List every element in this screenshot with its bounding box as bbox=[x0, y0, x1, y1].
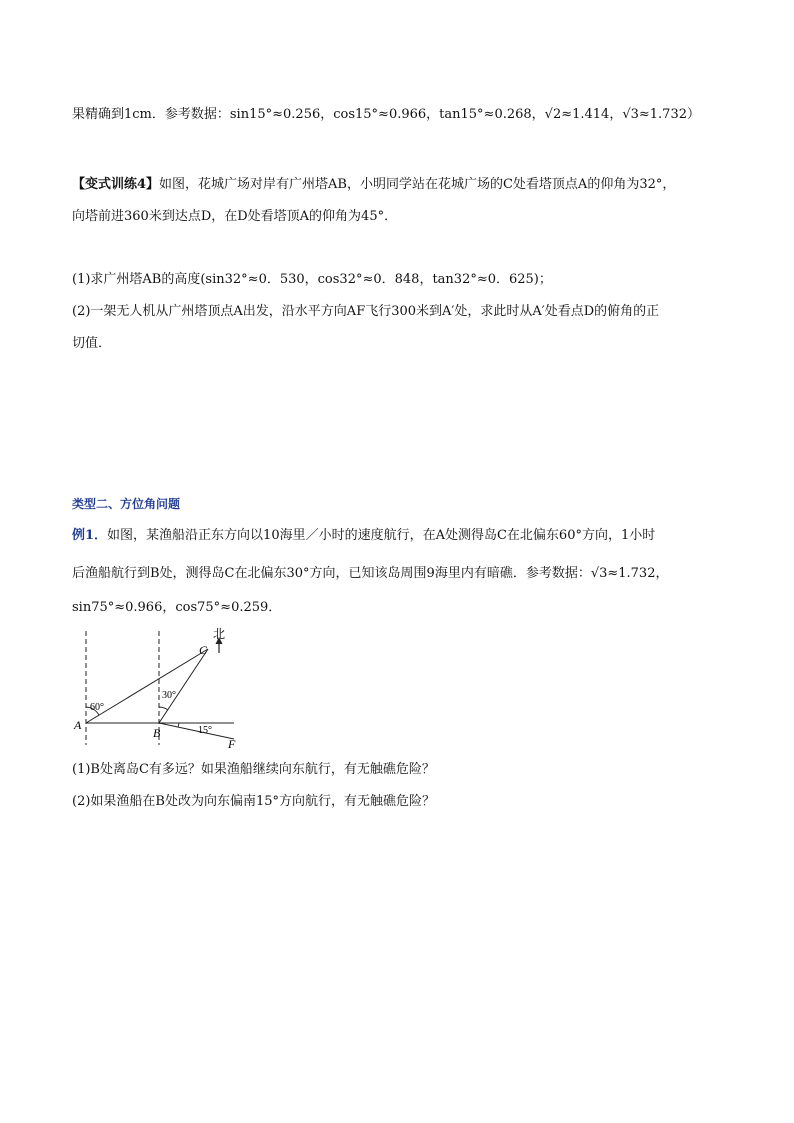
example-question-2: (2)如果渔船在B处改为向东偏南15°方向航行，有无触礁危险？ bbox=[72, 794, 436, 809]
example-line-1 bbox=[72, 526, 732, 546]
label-b: B bbox=[153, 726, 161, 740]
example-text-1: 如图，某渔船沿正东方向以10海里／小时的速度航行，在A处测得岛C在北偏东60°方向，1小时 bbox=[107, 528, 656, 543]
angle-label-b: 30° bbox=[162, 690, 176, 701]
segment-bf bbox=[159, 723, 234, 739]
example-tag: 例1． bbox=[72, 528, 108, 543]
segment-ac bbox=[86, 649, 208, 723]
variant-training-line-2: 向塔前进360米到达点D，在D处看塔顶A的仰角为45°． bbox=[72, 209, 398, 224]
label-f: F bbox=[228, 737, 236, 751]
variant-training-text-1: 如图，花城广场对岸有广州塔AB，小明同学站在花城广场的C处看塔顶点A的仰角为32°， bbox=[159, 177, 676, 192]
reference-data-line: 果精确到1cm．参考数据：sin15°≈0.256，cos15°≈0.966，tan15°≈0.268，√2≈1.414，√3≈1.732） bbox=[72, 107, 700, 122]
segment-bc bbox=[159, 649, 208, 723]
variant-training-tag: 【变式训练4】 bbox=[72, 177, 160, 192]
angle-label-a: 60° bbox=[90, 702, 104, 713]
angle-arc-f bbox=[178, 723, 179, 727]
example-line-2: 后渔船航行到B处，测得岛C在北偏东30°方向，已知该岛周围9海里内有暗礁．参考数据：√3≈1.732， bbox=[72, 566, 669, 581]
section-title: 类型二、方位角问题 bbox=[72, 497, 181, 511]
label-c: C bbox=[199, 643, 208, 657]
label-a: A bbox=[74, 718, 82, 732]
variant-training-line-1 bbox=[72, 175, 732, 195]
example-line-3: sin75°≈0.966，cos75°≈0.259． bbox=[72, 600, 282, 615]
variant-question-2-line-2: 切值． bbox=[72, 336, 112, 351]
angle-arc-b bbox=[159, 707, 168, 710]
variant-question-2-line-1: (2)一架无人机从广州塔顶点A出发，沿水平方向AF飞行300米到A′处，求此时从A′处看点D的俯角的正 bbox=[72, 304, 660, 319]
angle-label-f: 15° bbox=[198, 725, 212, 736]
bearing-figure bbox=[70, 625, 250, 753]
variant-question-1: (1)求广州塔AB的高度(sin32°≈0．530，cos32°≈0．848，tan32°≈0．625)； bbox=[72, 272, 552, 287]
example-question-1: (1)B处离岛C有多远？如果渔船继续向东航行，有无触礁危险？ bbox=[72, 762, 435, 777]
north-label: 北 bbox=[213, 627, 226, 641]
